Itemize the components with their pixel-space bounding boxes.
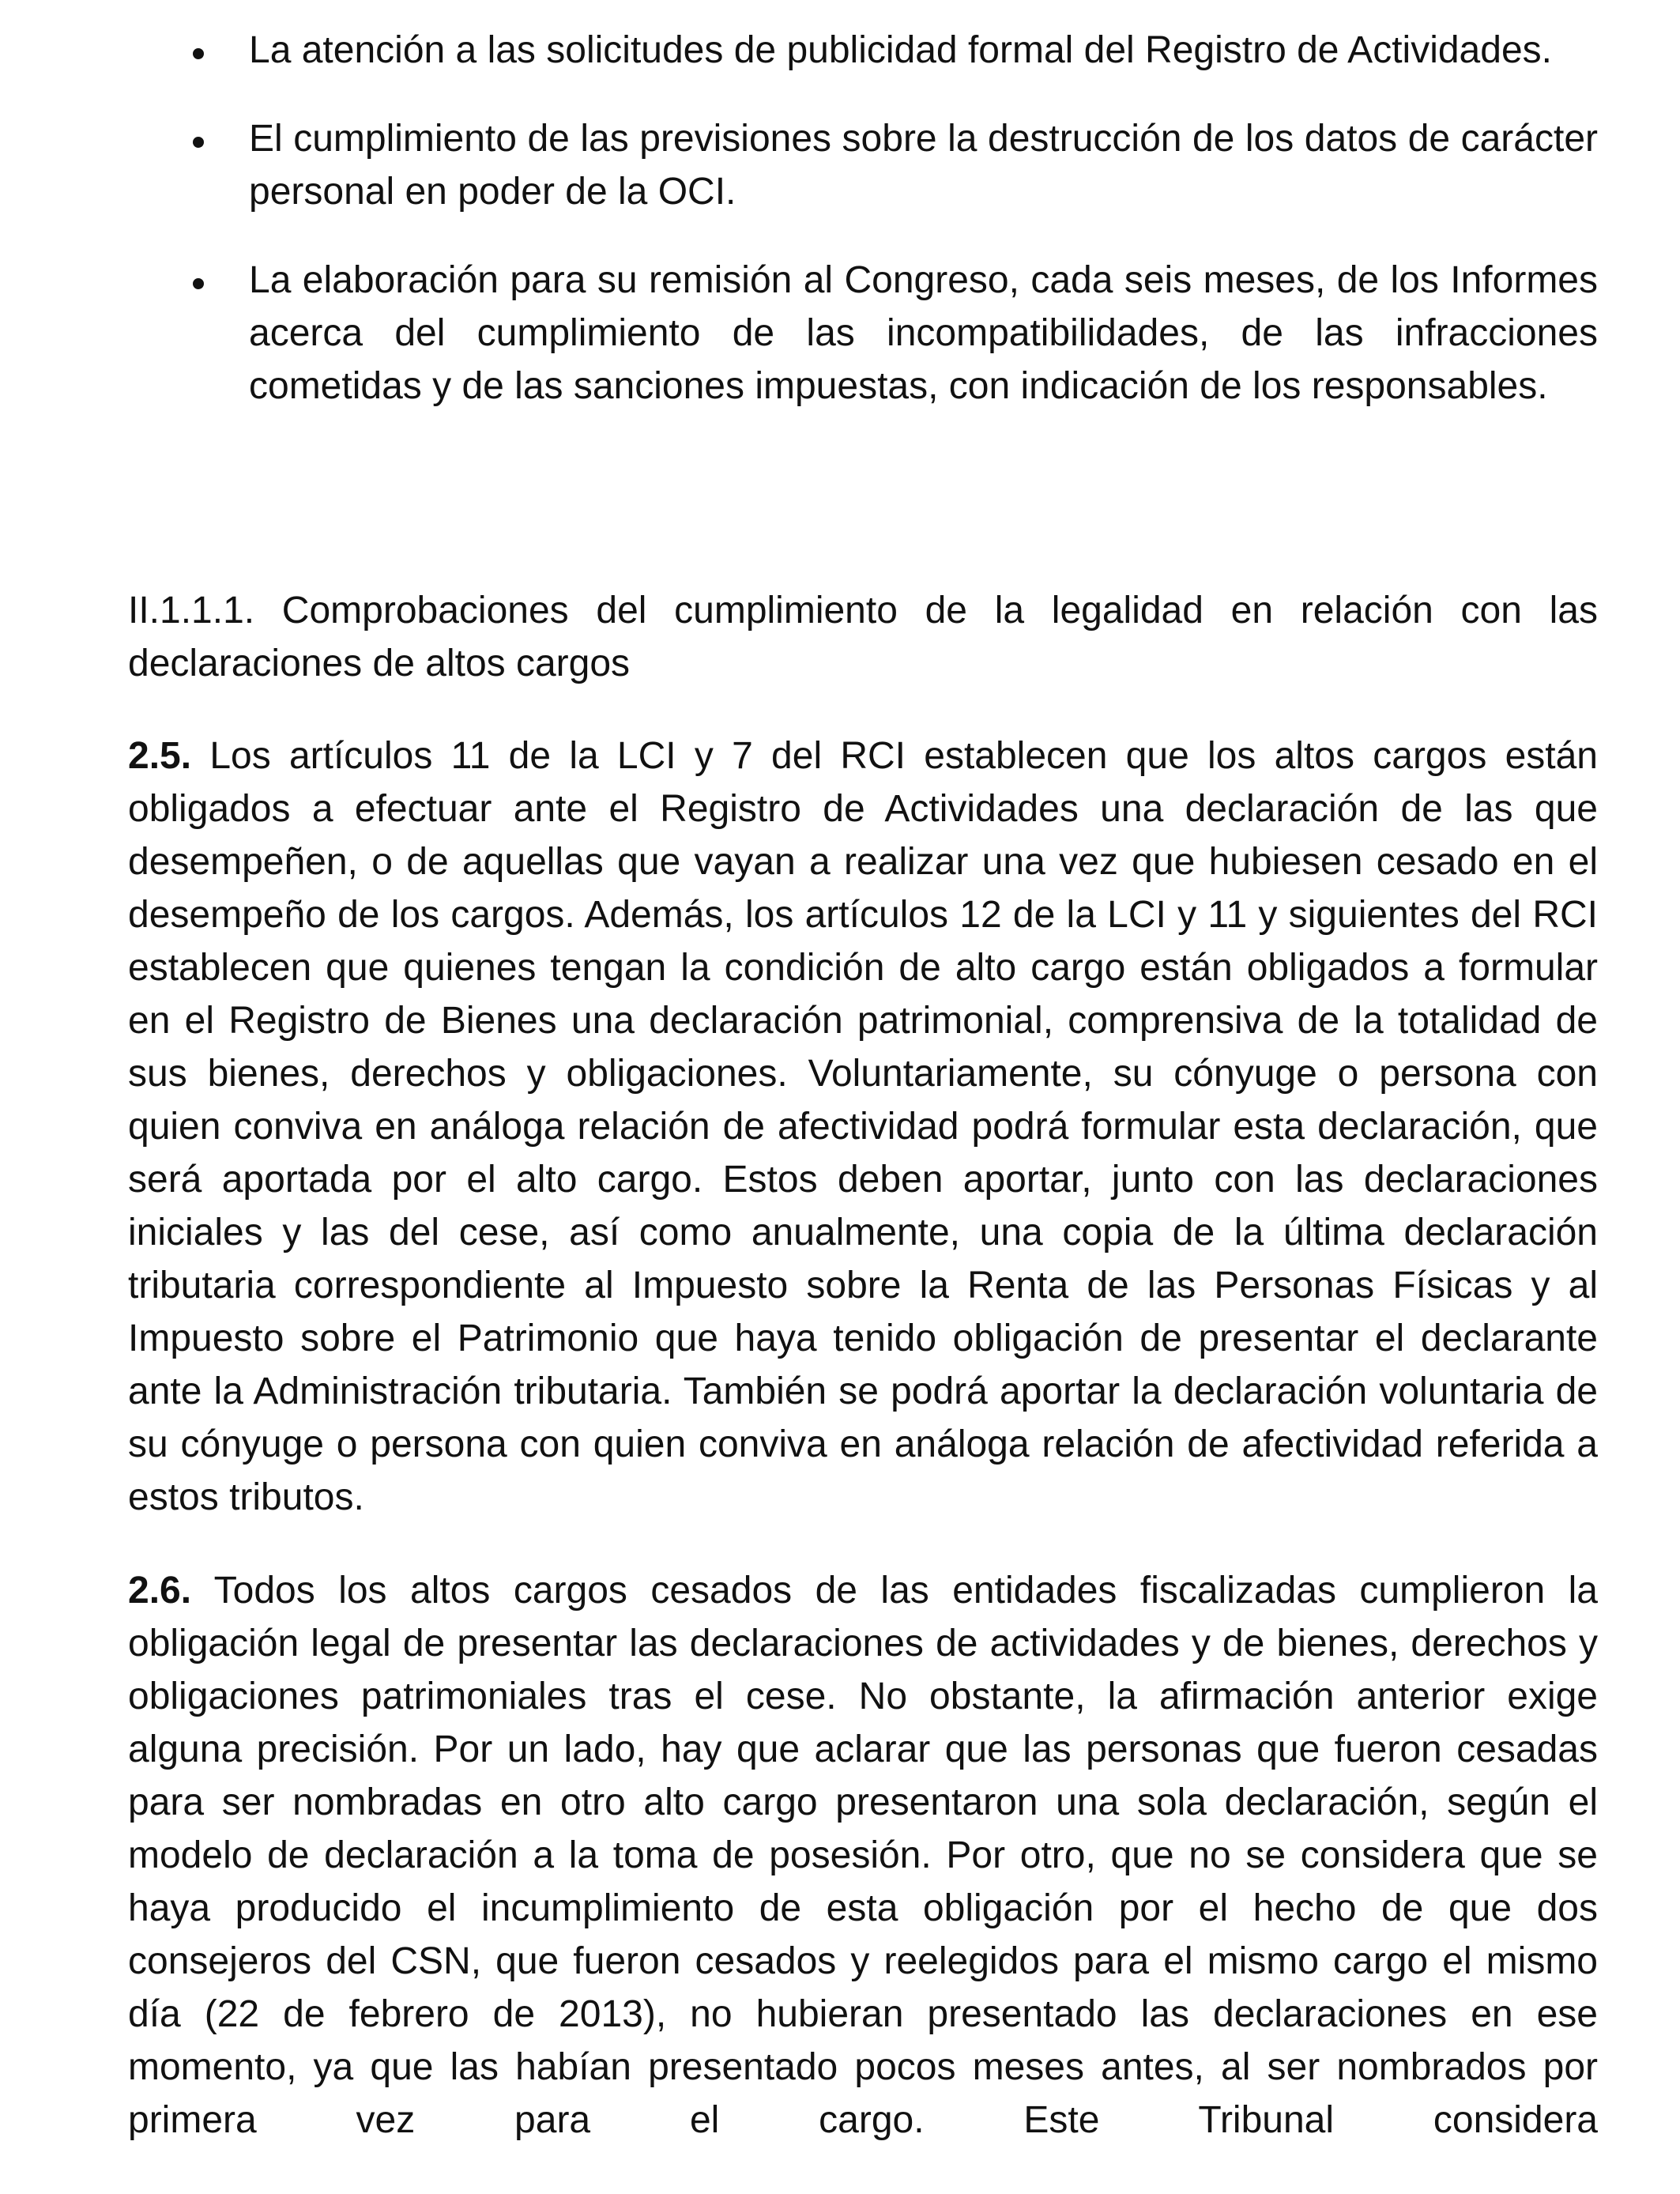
bullet-text: La atención a las solicitudes de publicidad formal del Registro de Actividades. xyxy=(249,29,1552,71)
bullet-dot-icon xyxy=(193,278,204,289)
bullet-dot-icon xyxy=(193,137,204,148)
list-item xyxy=(188,112,1598,218)
bullet-list xyxy=(188,24,1598,448)
paragraph-text: Todos los altos cargos cesados de las entidades fiscalizadas cumplieron la obligación legal de presentar las declaraciones de actividades y de bienes, derechos y obligaciones patrimoniales tras el cese. No obstante, la afirmación anterior exige alguna precisión. Por un lado, hay que aclarar que las personas que fueron cesadas para ser nombradas en otro alto cargo presentaron una sola declaración, según el modelo de declaración a la toma de posesión. Por otro, que no se considera que se haya producido el incumplimiento de esta obligación por el hecho de que dos consejeros del CSN, que fueron cesados y reelegidos para el mismo cargo el mismo día (22 de febrero de 2013), no hubieran presentado las declaraciones en ese momento, ya que las habían presentado pocos meses antes, al ser nombrados por primera vez para el cargo. Este Tribunal considera xyxy=(128,1570,1599,2141)
section-heading: II.1.1.1. Comprobaciones del cumplimiento de la legalidad en relación con las declaraciones de altos cargos xyxy=(128,590,1598,684)
paragraph-number: 2.6. xyxy=(128,1570,192,1612)
list-item xyxy=(188,24,1598,77)
bullet-text: La elaboración para su remisión al Congreso, cada seis meses, de los Informes acerca del cumplimiento de las incompatibilidades, de las infracciones cometidas y de las sanciones impuestas, con indicación de los responsables. xyxy=(249,259,1598,407)
list-item xyxy=(188,254,1598,413)
paragraph-text: Los artículos 11 de la LCI y 7 del RCI establecen que los altos cargos están obligados a efectuar ante el Registro de Actividades una declaración de las que desempeñen, o de aquellas que vayan a realizar una vez que hubiesen cesado en el desempeño de los cargos. Además, los artículos 12 de la LCI y 11 y siguientes del RCI establecen que quienes tengan la condición de alto cargo están obligados a formular en el Registro de Bienes una declaración patrimonial, comprensiva de la totalidad de sus bienes, derechos y obligaciones. Voluntariamente, su cónyuge o persona con quien conviva en análoga relación de afectividad podrá formular esta declaración, que será aportada por el alto cargo. Estos deben aportar, junto con las declaraciones iniciales y las del cese, así como anualmente, una copia de la última declaración tributaria correspondiente al Impuesto sobre la Renta de las Personas Físicas y al Impuesto sobre el Patrimonio que haya tenido obligación de presentar el declarante ante la Administración tributaria. También se podrá aportar la declaración voluntaria de su cónyuge o persona con quien conviva en análoga relación de afectividad referida a estos tributos. xyxy=(128,735,1598,1518)
bullet-text: El cumplimiento de las previsiones sobre la destrucción de los datos de carácter personal en poder de la OCI. xyxy=(249,118,1598,213)
bullet-dot-icon xyxy=(193,48,204,59)
paragraph-2-6 xyxy=(128,1564,1598,2147)
paragraph-number: 2.5. xyxy=(128,735,192,777)
paragraph-2-5 xyxy=(128,729,1598,1524)
